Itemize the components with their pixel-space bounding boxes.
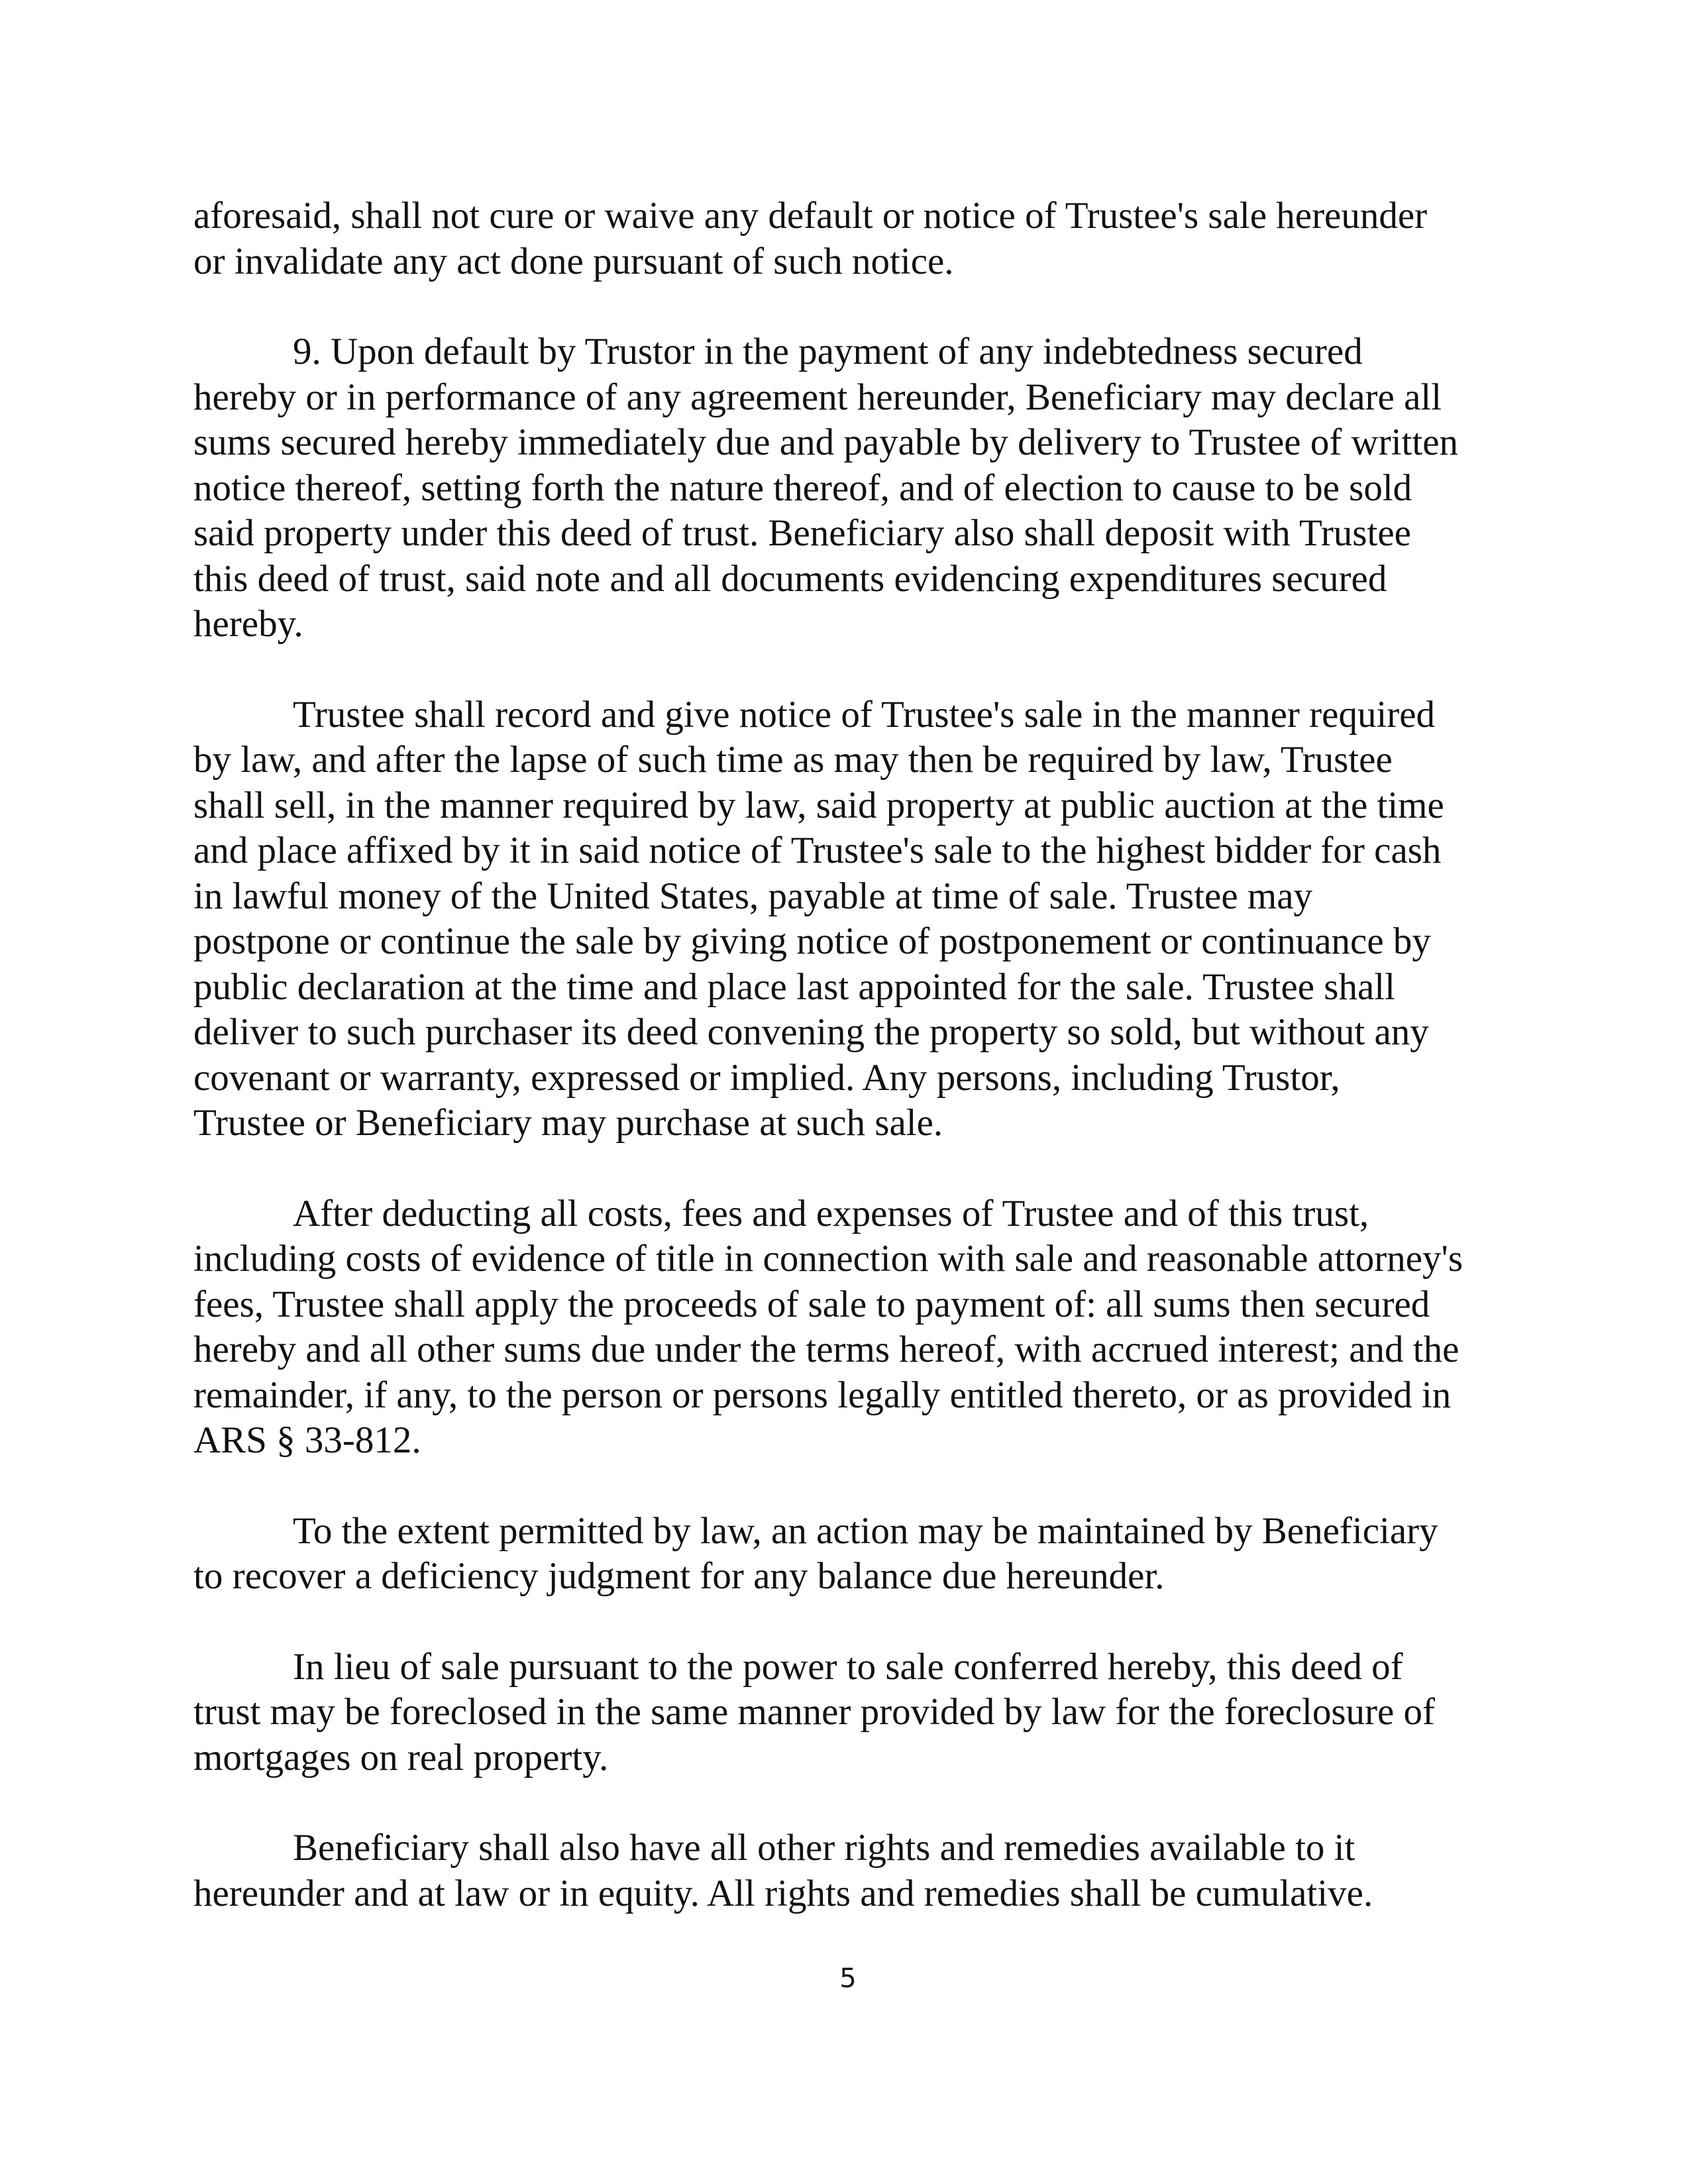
text-line [193, 557, 1518, 602]
paragraph [193, 1645, 1518, 1781]
text-line [193, 1554, 1518, 1600]
text-line [193, 1645, 1518, 1690]
paragraph [193, 692, 1518, 1146]
text-line [193, 874, 1518, 920]
text-line [193, 329, 1518, 375]
text-line [193, 1101, 1518, 1146]
text-line [193, 919, 1518, 965]
line-text: hereby. [193, 603, 303, 645]
line-text: In lieu of sale pursuant to the power to sale conferred hereby, this deed of [293, 1645, 1403, 1688]
text-line [193, 420, 1518, 466]
page-number: 5 [839, 1963, 857, 1994]
line-text: Trustee shall record and give notice of Trustee's sale in the manner required [293, 693, 1436, 736]
text-line [193, 1191, 1518, 1237]
line-text: and place affixed by it in said notice of Trustee's sale to the highest bidder for cash [193, 830, 1442, 871]
line-text: remainder, if any, to the person or persons legally entitled thereto, or as provided in [193, 1374, 1452, 1416]
line-text: 9. Upon default by Trustor in the payment of any indebtedness secured [293, 331, 1363, 372]
line-text: said property under this deed of trust. Beneficiary also shall deposit with Trustee [193, 512, 1411, 554]
text-line [193, 692, 1518, 738]
text-line [193, 965, 1518, 1010]
line-text: notice thereof, setting forth the nature thereof, and of election to cause to be sold [193, 466, 1412, 509]
line-text: public declaration at the time and place last appointed for the sale. Trustee shall [193, 965, 1395, 1008]
text-line [193, 466, 1518, 512]
line-text: mortgages on real property. [193, 1736, 609, 1778]
text-line [193, 1418, 1518, 1464]
text-line [193, 602, 1518, 647]
line-text: sums secured hereby immediately due and payable by delivery to Trustee of written [193, 421, 1458, 463]
line-text: to recover a deficiency judgment for any balance due hereunder. [193, 1555, 1165, 1597]
line-text: including costs of evidence of title in connection with sale and reasonable attorney's [193, 1238, 1463, 1280]
text-line [193, 828, 1518, 874]
line-text: in lawful money of the United States, payable at time of sale. Trustee may [193, 875, 1313, 917]
line-text: hereunder and at law or in equity. All rights and remedies shall be cumulative. [193, 1872, 1373, 1914]
text-line [193, 239, 1518, 285]
text-line [193, 737, 1518, 783]
line-text: shall sell, in the manner required by law, said property at public auction at the time [193, 784, 1444, 826]
paragraph [193, 1191, 1518, 1464]
text-line [193, 1690, 1518, 1735]
line-text: Beneficiary shall also have all other rights and remedies available to it [293, 1827, 1355, 1869]
text-line [193, 1509, 1518, 1555]
line-text: postpone or continue the sale by giving notice of postponement or continuance by [193, 920, 1431, 962]
paragraph [193, 329, 1518, 647]
paragraph [193, 1826, 1518, 1916]
text-line [193, 1826, 1518, 1871]
line-text: hereby and all other sums due under the terms hereof, with accrued interest; and the [193, 1329, 1459, 1370]
line-text: deliver to such purchaser its deed convening the property so sold, but without any [193, 1011, 1429, 1053]
line-text: or invalidate any act done pursuant of such notice. [193, 240, 954, 282]
document-body [193, 193, 1518, 1961]
line-text: this deed of trust, said note and all documents evidencing expenditures secured [193, 557, 1387, 600]
text-line [193, 1010, 1518, 1056]
line-text: trust may be foreclosed in the same manner provided by law for the foreclosure of [193, 1691, 1436, 1733]
paragraph [193, 193, 1518, 284]
text-line [193, 375, 1518, 421]
line-text: by law, and after the lapse of such time as may then be required by law, Trustee [193, 739, 1393, 781]
text-line [193, 1327, 1518, 1373]
line-text: hereby or in performance of any agreement hereunder, Beneficiary may declare all [193, 376, 1442, 418]
text-line [193, 783, 1518, 829]
text-line [193, 1236, 1518, 1282]
line-text: After deducting all costs, fees and expenses of Trustee and of this trust, [293, 1192, 1369, 1234]
text-line [193, 1871, 1518, 1917]
text-line [193, 193, 1518, 239]
text-line [193, 1735, 1518, 1781]
text-line [193, 1056, 1518, 1101]
line-text: Trustee or Beneficiary may purchase at such sale. [193, 1102, 943, 1144]
line-text: To the extent permitted by law, an action may be maintained by Beneficiary [293, 1509, 1438, 1552]
line-text: covenant or warranty, expressed or implied. Any persons, including Trustor, [193, 1056, 1340, 1099]
text-line [193, 1373, 1518, 1419]
paragraph [193, 1509, 1518, 1600]
text-line [193, 511, 1518, 557]
line-text: ARS § 33-812. [193, 1419, 421, 1461]
line-text: aforesaid, shall not cure or waive any default or notice of Trustee's sale hereunder [193, 195, 1428, 237]
text-line [193, 1282, 1518, 1328]
line-text: fees, Trustee shall apply the proceeds of sale to payment of: all sums then secured [193, 1283, 1430, 1325]
